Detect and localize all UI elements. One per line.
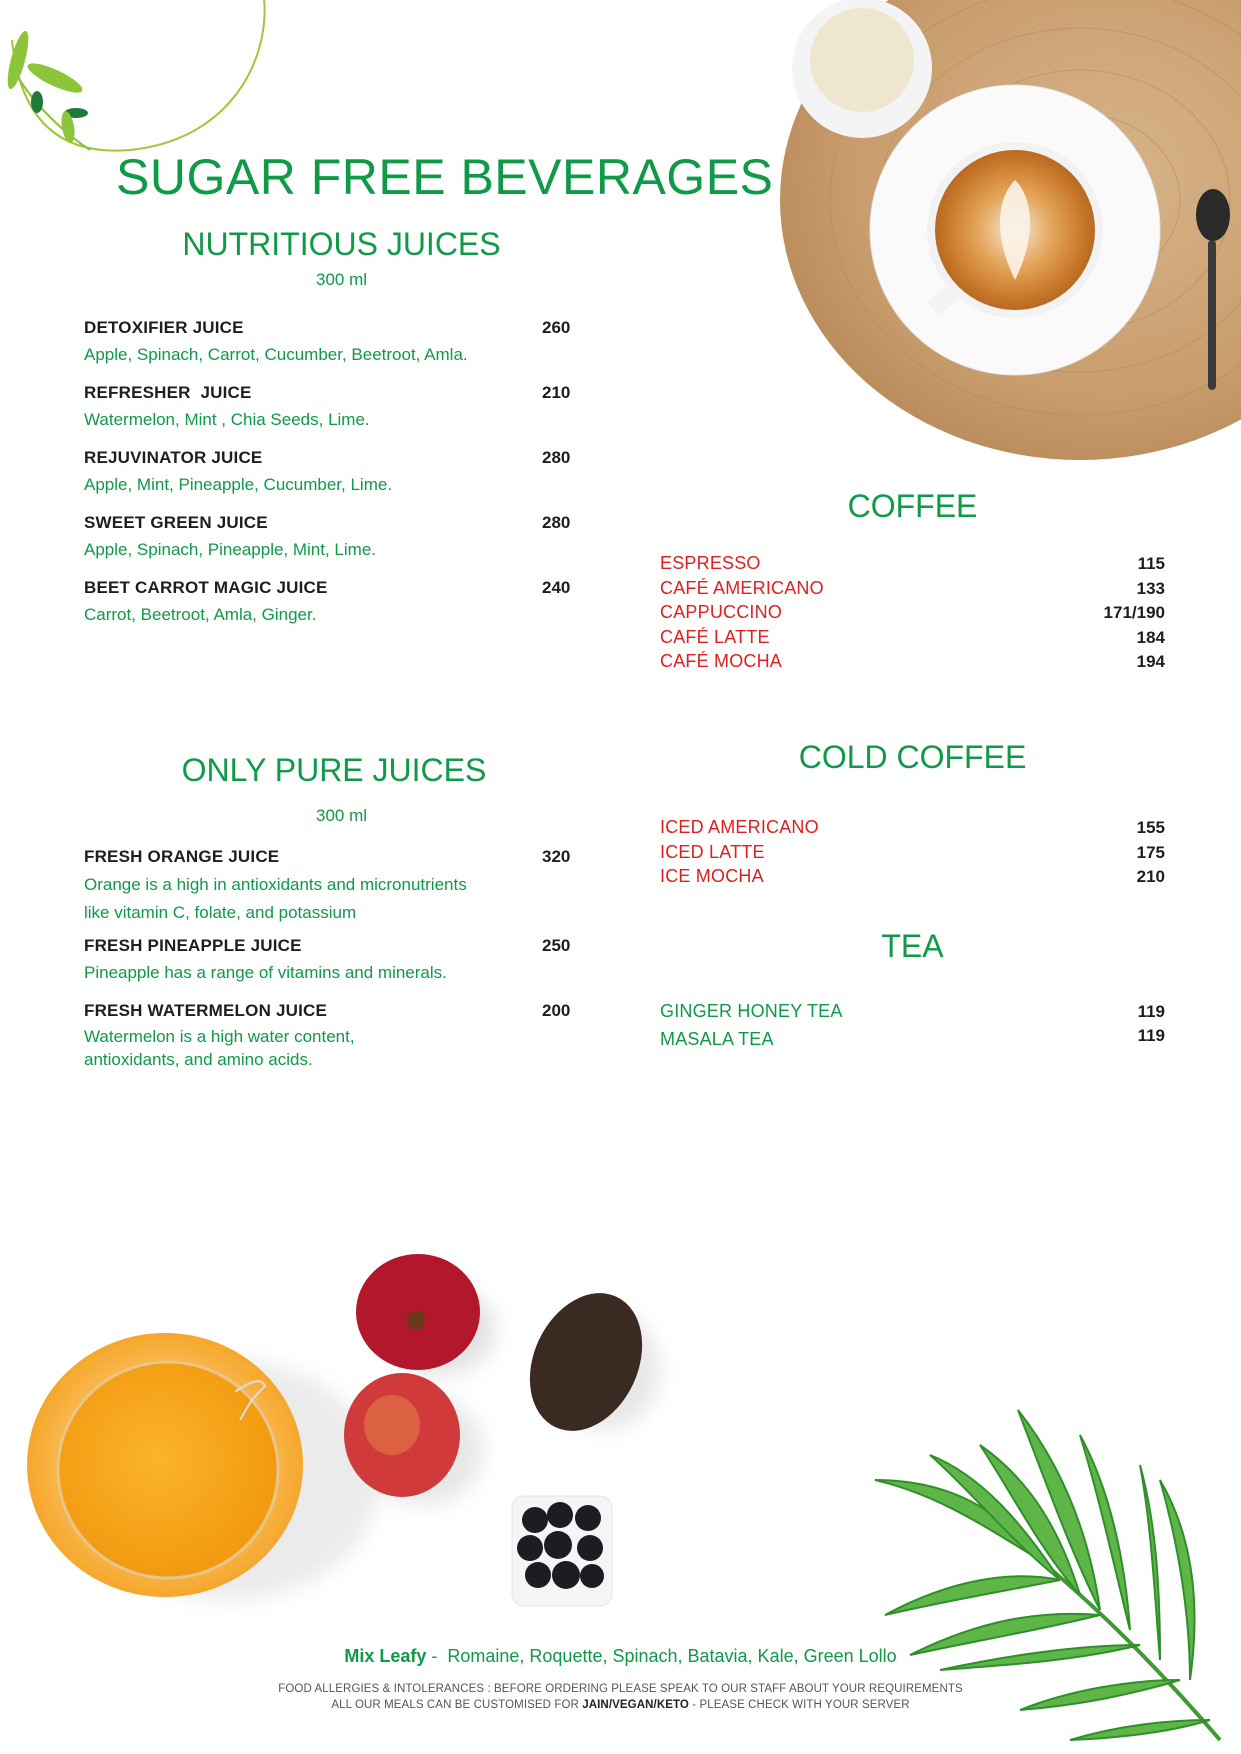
item-description: Apple, Spinach, Carrot, Cucumber, Beetroot, Amla. (84, 345, 468, 364)
item-price: 320 (542, 847, 571, 866)
item-description: Watermelon, Mint , Chia Seeds, Lime. (84, 410, 370, 429)
menu-item (660, 866, 1165, 891)
menu-item (84, 318, 584, 367)
menu-item (84, 936, 584, 985)
menu-item (660, 553, 1165, 578)
coffee-cup-image (780, 0, 1241, 470)
item-name: FRESH PINEAPPLE JUICE (84, 936, 302, 955)
menu-item (84, 847, 584, 927)
item-name: CAFÉ LATTE (660, 626, 770, 647)
nutritious-juices-size: 300 ml (315, 270, 368, 289)
menu-item (84, 513, 584, 562)
item-price: 240 (542, 578, 571, 597)
item-name: ICE MOCHA (660, 866, 764, 886)
item-price: 184 (1136, 627, 1165, 647)
item-price: 280 (542, 513, 571, 532)
item-price: 175 (1136, 842, 1165, 862)
customisation-prefix: ALL OUR MEALS CAN BE CUSTOMISED FOR (331, 1699, 583, 1711)
customisation-note (0, 1699, 1241, 1711)
item-description (84, 960, 584, 985)
item-description: Apple, Mint, Pineapple, Cucumber, Lime. (84, 475, 393, 494)
item-price: 250 (542, 936, 571, 955)
item-description-line: Orange is a high in antioxidants and micronutrients (84, 875, 467, 894)
menu-item (660, 842, 1165, 867)
menu-item (84, 1001, 584, 1071)
item-description (84, 1025, 584, 1071)
menu-item (84, 448, 584, 497)
customisation-suffix: - PLEASE CHECK WITH YOUR SERVER (688, 1699, 910, 1711)
item-description: Apple, Spinach, Pineapple, Mint, Lime. (84, 540, 377, 559)
pure-juices-size: 300 ml (315, 806, 368, 825)
item-price: 210 (1136, 867, 1165, 886)
coffee-list (660, 553, 1165, 676)
item-name: CAFÉ MOCHA (660, 651, 783, 671)
item-name: DETOXIFIER JUICE (84, 318, 244, 337)
menu-item (660, 578, 1165, 603)
item-name: ESPRESSO (660, 553, 761, 573)
item-name: REJUVINATOR JUICE (84, 448, 263, 467)
section-title-cold-coffee: COLD COFFEE (798, 739, 1027, 775)
item-price: 115 (1137, 554, 1165, 573)
item-name: CAPPUCCINO (660, 602, 783, 622)
mix-leafy-items: Romaine, Roquette, Spinach, Batavia, Kale, Green Lollo (447, 1646, 897, 1666)
item-price: 260 (542, 318, 571, 337)
item-name: GINGER HONEY TEA (660, 1001, 843, 1021)
item-price: 200 (542, 1001, 571, 1020)
section-title-pure-juices: ONLY PURE JUICES (181, 752, 487, 788)
cold-coffee-list (660, 817, 1165, 891)
item-price: 119 (1137, 1002, 1165, 1021)
item-description-line: Watermelon is a high water content, (84, 1027, 355, 1046)
item-name: ICED LATTE (660, 841, 765, 862)
item-price: 194 (1136, 652, 1165, 671)
item-name: REFRESHER JUICE (84, 383, 252, 402)
menu-item (660, 1001, 1165, 1029)
item-price: 171/190 (1103, 603, 1165, 622)
item-name: MASALA TEA (660, 1029, 774, 1049)
item-description-line: antioxidants, and amino acids. (84, 1050, 313, 1069)
mix-leafy-separator: - (426, 1646, 448, 1666)
nutritious-juices-list (84, 318, 584, 643)
menu-item (660, 651, 1165, 676)
mix-leafy-note (0, 1646, 1241, 1667)
item-price: 280 (542, 448, 571, 467)
item-name: SWEET GREEN JUICE (84, 513, 268, 532)
menu-item (660, 1026, 1165, 1054)
item-description-line: Pineapple has a range of vitamins and minerals. (84, 963, 447, 982)
menu-item (660, 627, 1165, 652)
menu-item (84, 578, 584, 627)
fruits-juice-image (0, 1250, 720, 1630)
item-description: Carrot, Beetroot, Amla, Ginger. (84, 605, 317, 624)
tea-list (660, 1001, 1165, 1054)
menu-item (660, 817, 1165, 842)
section-title-tea: TEA (881, 928, 944, 964)
pure-juices-list (84, 847, 584, 1087)
item-name: CAFÉ AMERICANO (660, 577, 824, 598)
section-title-nutritious-juices: NUTRITIOUS JUICES (182, 226, 501, 262)
item-price: 210 (542, 383, 571, 402)
item-description-line: like vitamin C, folate, and potassium (84, 903, 357, 922)
mix-leafy-label: Mix Leafy (344, 1646, 427, 1666)
palm-leaf-image (860, 1380, 1241, 1754)
item-price: 155 (1136, 818, 1165, 837)
item-price: 133 (1136, 578, 1165, 598)
menu-item (84, 383, 584, 432)
item-name: ICED AMERICANO (660, 817, 819, 837)
item-name: BEET CARROT MAGIC JUICE (84, 578, 328, 597)
allergy-disclaimer: FOOD ALLERGIES & INTOLERANCES : BEFORE ORDERING PLEASE SPEAK TO OUR STAFF ABOUT YOUR REQUIREMENTS (278, 1683, 963, 1695)
item-name: FRESH WATERMELON JUICE (84, 1001, 328, 1020)
page-title: SUGAR FREE BEVERAGES (116, 149, 774, 205)
vine-decoration-icon (0, 0, 400, 160)
item-price: 119 (1137, 1026, 1165, 1045)
menu-item (660, 602, 1165, 627)
item-description (84, 871, 584, 927)
customisation-diets: JAIN/VEGAN/KETO (582, 1699, 689, 1711)
section-title-coffee: COFFEE (847, 488, 978, 524)
item-name: FRESH ORANGE JUICE (84, 847, 280, 866)
